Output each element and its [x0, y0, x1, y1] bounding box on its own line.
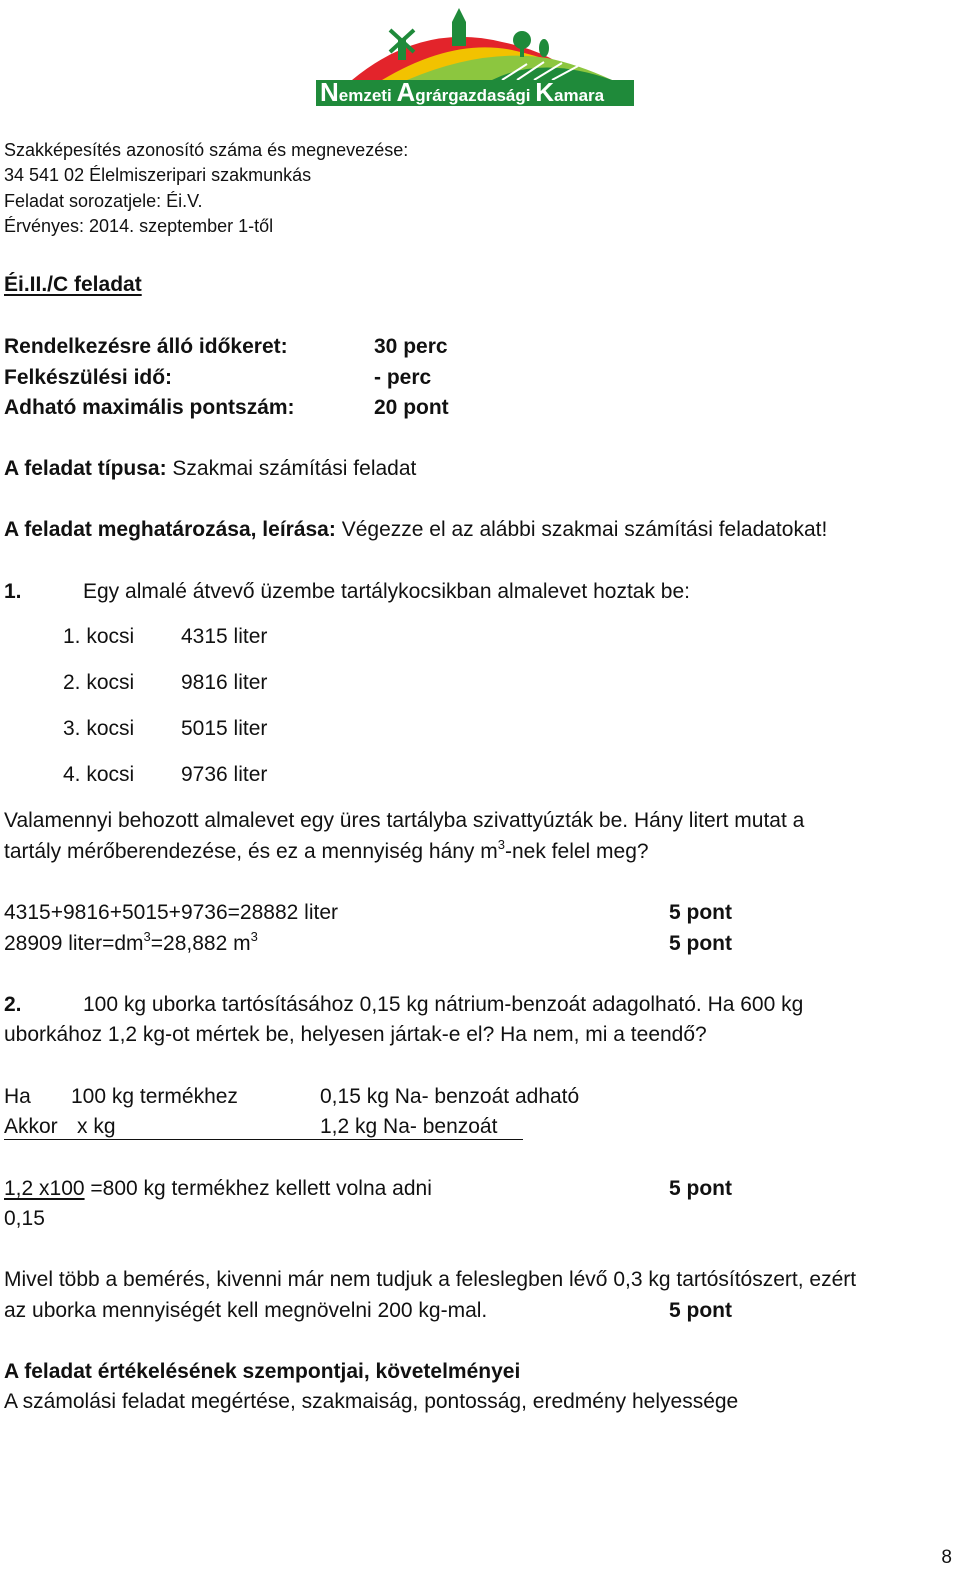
header-valid-from: Érvényes: 2014. szeptember 1-től [4, 216, 274, 236]
q1-answer-2-start: 28909 liter=dm [4, 932, 144, 955]
q1-row-2-car: 2. kocsi [63, 671, 135, 694]
q1-row-4-amount: 9736 liter [181, 763, 268, 786]
q2-proportion-underline [4, 1139, 523, 1140]
logo-initial-a: A [396, 77, 416, 107]
q1-answer-2-superscript-2: 3 [250, 929, 258, 944]
task-type-value: Szakmai számítási feladat [172, 457, 417, 480]
logo-initial-k: K [535, 77, 554, 107]
logo-initial-n: N [320, 77, 339, 107]
header-qualification-label: Szakképesítés azonosító száma és megnevezése: [4, 140, 409, 160]
q2-conclusion-line-2: az uborka mennyiségét kell megnövelni 200 kg-mal. [4, 1299, 488, 1322]
time-frame-label: Rendelkezésre álló időkeret: [4, 335, 288, 358]
q2-fraction-denominator: 0,15 [4, 1207, 45, 1230]
q2-ha-label: Ha [4, 1085, 31, 1108]
q1-question-line-2 [4, 837, 649, 864]
q1-question-line-1: Valamennyi behozott almalevet egy üres tartályba szivattyúzták be. Hány litert mutat a [4, 809, 805, 832]
header-series: Feladat sorozatjele: Éi.V. [4, 191, 203, 211]
task-description-value: Végezze el az alábbi szakmai számítási feladatokat! [341, 518, 828, 541]
page-number: 8 [941, 1547, 952, 1568]
task-type [4, 457, 416, 481]
q2-text-line-2: uborkához 1,2 kg-ot mértek be, helyesen jártak-e el? Ha nem, mi a teendő? [4, 1023, 707, 1046]
chamber-logo-text [320, 78, 604, 110]
q2-akkor-label: Akkor [4, 1115, 58, 1138]
max-points-label: Adható maximális pontszám: [4, 396, 295, 419]
q2-fraction-numerator: 1,2 x100 [4, 1177, 85, 1200]
q2-akkor-benzoate: 1,2 kg Na- benzoát [320, 1115, 498, 1138]
q1-row-1-amount: 4315 liter [181, 625, 268, 648]
header-qualification-value: 34 541 02 Élelmiszeripari szakmunkás [4, 165, 312, 185]
q2-conclusion-line-1: Mivel több a bemérés, kivenni már nem tudjuk a feleslegben lévő 0,3 kg tartósítószert, ezért [4, 1268, 857, 1291]
q1-question-line-2-end: -nek felel meg? [505, 840, 649, 863]
q2-fraction-line [4, 1177, 432, 1201]
q1-row-1-car: 1. kocsi [63, 625, 135, 648]
q2-fraction-points: 5 pont [669, 1177, 732, 1200]
evaluation-title: A feladat értékelésének szempontjai, követelményei [4, 1360, 521, 1383]
q1-question-line-2-start: tartály mérőberendezése, és ez a mennyiség hány m [4, 840, 498, 863]
q2-text-line-1: 100 kg uborka tartósításához 0,15 kg nátrium-benzoát adagolható. Ha 600 kg [83, 993, 804, 1016]
time-frame-value: 30 perc [374, 335, 448, 358]
q1-answer-2-middle: =28,882 m [150, 932, 251, 955]
q2-number: 2. [4, 993, 22, 1016]
prep-time-value: - perc [374, 366, 432, 389]
q1-row-3-car: 3. kocsi [63, 717, 135, 740]
chamber-logo [312, 0, 638, 112]
task-description-label: A feladat meghatározása, leírása: [4, 518, 336, 541]
q1-row-3-amount: 5015 liter [181, 717, 268, 740]
q1-answer-2-superscript-1: 3 [143, 929, 151, 944]
q1-row-4-car: 4. kocsi [63, 763, 135, 786]
evaluation-text: A számolási feladat megértése, szakmaiság, pontosság, eredmény helyessége [4, 1390, 739, 1413]
q1-number: 1. [4, 580, 22, 603]
task-description [4, 518, 827, 542]
q2-fraction-result: =800 kg termékhez kellett volna adni [84, 1177, 432, 1200]
logo-word-agrargazdasagi: grárgazdasági [415, 86, 531, 105]
q2-ha-benzoate: 0,15 kg Na- benzoát adható [320, 1085, 580, 1108]
q1-answer-1-points: 5 pont [669, 901, 732, 924]
q1-text: Egy almalé átvevő üzembe tartálykocsikban almalevet hoztak be: [83, 580, 690, 603]
logo-word-nemzeti: emzeti [338, 86, 392, 105]
q2-conclusion-points: 5 pont [669, 1299, 732, 1322]
max-points-value: 20 pont [374, 396, 449, 419]
q2-ha-product: 100 kg termékhez [71, 1085, 238, 1108]
q1-answer-1: 4315+9816+5015+9736=28882 liter [4, 901, 338, 924]
q1-row-2-amount: 9816 liter [181, 671, 268, 694]
prep-time-label: Felkészülési idő: [4, 366, 173, 389]
task-type-label: A feladat típusa: [4, 457, 167, 480]
q2-akkor-product: x kg [77, 1115, 116, 1138]
q1-question-superscript: 3 [497, 837, 505, 852]
logo-word-kamara: amara [554, 86, 605, 105]
q1-answer-2-points: 5 pont [669, 932, 732, 955]
task-title: Éi.II./C feladat [4, 273, 142, 296]
q1-answer-2 [4, 929, 258, 956]
